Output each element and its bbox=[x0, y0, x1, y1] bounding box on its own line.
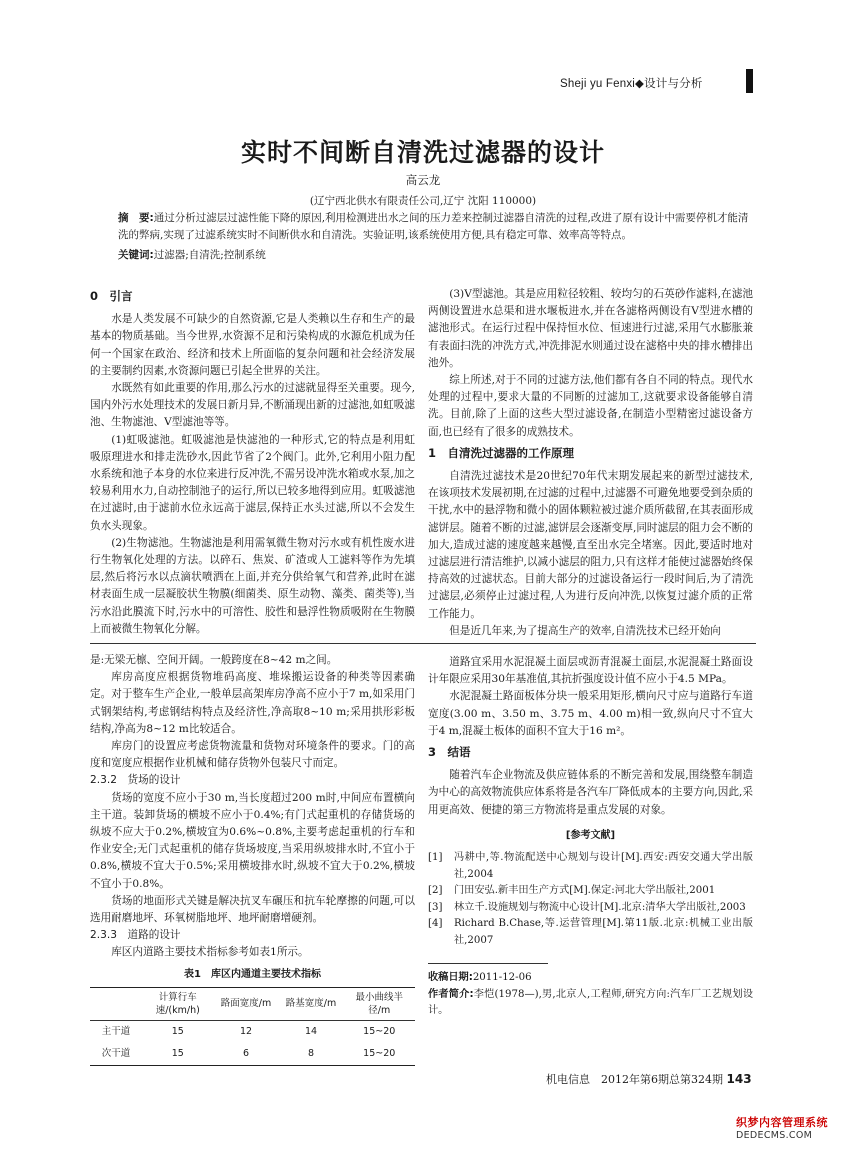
watermark-title: 织梦内容管理系统 bbox=[736, 1116, 828, 1129]
paragraph: (2)生物滤池。生物滤池是利用需氧微生物对污水或有机性废水进行生物氧化处理的方法。以碎石、焦炭、矿渣或人工滤料等作为先填层,然后将污水以点滴状喷洒在上面,并充分供给氧气和营养,此时在滤材表面生成一层凝胶状生物膜(细菌类、原生动物、藻类、菌类等),当污水沿此膜流下时,污水中的可溶性、胶性和悬浮性物质吸附在生物膜上而被微生物氧化分解。 bbox=[90, 536, 415, 635]
section-heading-conclusion: 3 结语 bbox=[428, 745, 471, 760]
section-heading-principle: 1 自清洗过滤器的工作原理 bbox=[428, 445, 575, 460]
reference-item bbox=[428, 883, 753, 900]
table-header-cell bbox=[90, 987, 142, 1020]
paragraph: 货场的地面形式关键是解决抗叉车碾压和抗车轮摩擦的问题,可以选用耐磨地坪、环氧树脂地坪、地坪耐磨增硬剂。 bbox=[90, 894, 415, 925]
received-value: 2011-12-06 bbox=[472, 972, 532, 984]
table-row bbox=[90, 1043, 415, 1066]
reference-number: [3] bbox=[428, 901, 443, 913]
diamond-icon: ◆ bbox=[635, 78, 645, 90]
paragraph: 货场的宽度不应小于30 m,当长度超过200 m时,中间应布置横向主干道。装卸货场的横坡不应小于0.4%;有门式起重机的存储货场的纵坡不应大于0.2%,横坡宜为0.6%~0.8%,主要考虑起重机的行车和作业安全;无门式起重机的储存货场坡度,当采用纵坡排水时,不宜小于0.8%,横坡不宜大于0.5%;采用横坡排水时,纵坡不宜大于0.2%,横坡不宜小于0.8%。 bbox=[90, 791, 415, 890]
footnote-divider bbox=[428, 963, 548, 964]
reference-text: 冯耕中,等.物流配送中心规划与设计[M].西安:西安交通大学出版社,2004 bbox=[454, 852, 753, 880]
subsection-heading-yard: 2.3.2 货场的设计 bbox=[90, 774, 181, 787]
table-cell: 14 bbox=[304, 1025, 318, 1037]
table-cell: 8 bbox=[279, 1043, 344, 1066]
table-header-cell: 最小曲线半径/m bbox=[344, 987, 416, 1020]
paragraph: 库房高度应根据货物堆码高度、堆垛搬运设备的种类等因素确定。对于整车生产企业,一般单层高架库房净高不应小于7 m,如采用门式钢架结构,考虑钢结构特点及经济性,净高取8~10 m;采用拱形彩板结构,净高为8~12 m比较适合。 bbox=[90, 671, 415, 735]
watermark-url: DEDECMS.COM bbox=[736, 1130, 813, 1141]
author-bio-text: 李恺(1978—),男,北京人,工程师,研究方向:汽车厂工艺规划设计。 bbox=[428, 988, 754, 1017]
article-divider bbox=[90, 643, 756, 644]
reference-item bbox=[428, 850, 753, 883]
running-header-pinyin: Sheji yu Fenxi bbox=[560, 78, 636, 90]
author-bio-label: 作者简介: bbox=[428, 988, 474, 1000]
reference-text: 林立千.设施规划与物流中心设计[M].北京:清华大学出版社,2003 bbox=[454, 901, 746, 913]
journal-info: 机电信息 2012年第6期总第324期 bbox=[546, 1073, 723, 1086]
table-header-row bbox=[90, 987, 415, 1020]
paragraph: 综上所述,对于不同的过滤方法,他们都有各自不同的特点。现代水处理的过程中,要求大量的不同断的过滤加工,这就要求设备能够自清洗。目前,除了上面的这些大型过滤设备,在制造小型精密过滤设备方面,也已经有了很多的成熟技术。 bbox=[428, 374, 753, 438]
page-number: 143 bbox=[726, 1072, 752, 1086]
section-heading-intro: 0 引言 bbox=[90, 289, 133, 303]
subsection-heading-road: 2.3.3 道路的设计 bbox=[90, 929, 181, 942]
table-header-cell: 路面宽度/m bbox=[214, 987, 279, 1020]
table-cell: 6 bbox=[214, 1043, 279, 1066]
table-cell: 15 bbox=[142, 1043, 214, 1066]
table-cell: 15~20 bbox=[363, 1025, 396, 1037]
paragraph: 自清洗过滤技术是20世纪70年代末期发展起来的新型过滤技术,在该项技术发展初期,在过滤的过程中,过滤器不可避免地要受到杂质的干扰,水中的悬浮物和微小的固体颗粒被过滤介质所截留,在其表面形成滤饼层。随着不断的过滤,滤饼层会逐渐变厚,同时滤层的阻力会不断的加大,造成过滤的速度越来越慢,直至出水完全堵塞。因此,要适时地对过滤层进行清洁维护,以减小滤层的阻力,只有这样才能使过滤器始终保持高效的过滤状态。目前大部分的过滤设备运行一段时间后,为了清洗过滤层,必须停止过滤过程,人为进行反向冲洗,以恢复过滤介质的正常工作能力。 bbox=[428, 470, 753, 620]
keywords bbox=[118, 247, 758, 262]
paragraph: 水既然有如此重要的作用,那么污水的过滤就显得至关重要。现今,国内外污水处理技术的发展日新月异,不断涌现出新的过滤池,如虹吸滤池、生物滤池、V型滤池等等。 bbox=[90, 382, 415, 429]
references-title: [参考文献] bbox=[565, 829, 616, 841]
paragraph: 但是近几年来,为了提高生产的效率,自清洗技术已经开始向 bbox=[449, 624, 721, 637]
keywords-label: 关键词: bbox=[118, 249, 154, 261]
watermark bbox=[736, 1114, 840, 1141]
table-header-cell: 计算行车速/(km/h) bbox=[142, 987, 214, 1020]
reference-number: [2] bbox=[428, 885, 443, 897]
road-spec-table bbox=[90, 987, 415, 1066]
table-caption: 表1 库区内通道主要技术指标 bbox=[184, 968, 321, 980]
reference-item bbox=[428, 916, 753, 949]
lower-right-column bbox=[428, 654, 753, 1020]
table-cell: 主干道 bbox=[101, 1025, 131, 1037]
paragraph: 库房门的设置应考虑货物流量和货物对环境条件的要求。门的高度和宽度应根据作业机械和储存货物外包装尺寸而定。 bbox=[90, 740, 415, 770]
upper-right-column bbox=[428, 286, 753, 640]
received-label: 收稿日期: bbox=[428, 972, 473, 984]
reference-text: 门田安弘.新丰田生产方式[M].保定:河北大学出版社,2001 bbox=[454, 885, 716, 897]
paragraph: 是:无梁无檩、空间开阔。一般跨度在8~42 m之间。 bbox=[90, 654, 338, 666]
paragraph: 随着汽车企业物流及供应链体系的不断完善和发展,围绕整车制造为中心的高效物流供应体系将是各汽车厂降低成本的主要方向,因此,采用更高效、便捷的第三方物流将是重点发展的对象。 bbox=[428, 769, 753, 816]
paragraph: 道路宜采用水泥混凝土面层或沥青混凝土面层,水泥混凝土路面设计年限应采用30年基准值,其抗折强度设计值不应小于4.5 MPa。 bbox=[428, 656, 753, 686]
page-footer bbox=[546, 1071, 752, 1087]
abstract-label: 摘 要: bbox=[118, 212, 154, 224]
reference-number: [4] bbox=[428, 918, 443, 930]
reference-text: Richard B.Chase,等.运营管理[M].第11版.北京:机械工业出版社,2007 bbox=[454, 918, 753, 946]
paragraph: 库区内道路主要技术指标参考如表1所示。 bbox=[111, 946, 309, 959]
paragraph: (1)虹吸滤池。虹吸滤池是快滤池的一种形式,它的特点是利用虹吸原理进水和排走洗砂水,因此节省了2个阀门。此外,它利用小阻力配水系统和池子本身的水位来进行反冲洗,不需另设冲洗水箱或水泵,加之较易利用水力,自动控制池子的运行,所以已较多地得到应用。虹吸滤池在过滤时,由于滤前水位永远高于滤层,保持正水头过滤,所以不会发生负水头现象。 bbox=[90, 433, 415, 532]
reference-item bbox=[428, 900, 753, 917]
reference-number: [1] bbox=[428, 852, 443, 864]
table-header-cell: 路基宽度/m bbox=[279, 987, 344, 1020]
running-header-section: 设计与分析 bbox=[644, 78, 703, 90]
upper-left-column bbox=[90, 284, 415, 638]
header-bar bbox=[746, 69, 753, 93]
abstract bbox=[118, 210, 758, 244]
article-title: 实时不间断自清洗过滤器的设计 bbox=[240, 138, 605, 167]
received-date bbox=[428, 970, 753, 987]
keywords-text: 过滤器;自清洗;控制系统 bbox=[153, 249, 266, 261]
author-bio bbox=[428, 987, 753, 1020]
paragraph: 水泥混凝土路面板体分块一般采用矩形,横向尺寸应与道路行车道宽度(3.00 m、3.50 m、3.75 m、4.00 m)相一致,纵向尺寸不宜大于4 m,混凝土板体的面积不宜大于16 m²。 bbox=[428, 690, 753, 737]
paragraph: (3)V型滤池。其是应用粒径较粗、较均匀的石英砂作滤料,在滤池两侧设置进水总渠和进水堰板进水,并在各滤格两侧设有V型进水槽的滤池形式。在运行过程中保持恒水位、恒速进行过滤,采用气水膨胀兼有表面扫洗的冲洗方式,冲洗排泥水则通过设在滤格中央的排水槽排出池外。 bbox=[428, 288, 753, 369]
abstract-text: 通过分析过滤层过滤性能下降的原因,利用检测进出水之间的压力差来控制过滤器自清洗的过程,改进了原有设计中需要停机才能清洗的弊病,实现了过滤系统实时不间断供水和自清洗。实验证明,该系统使用方便,具有稳定可靠、效率高等特点。 bbox=[118, 212, 749, 241]
table-row bbox=[90, 1020, 415, 1043]
table-cell: 12 bbox=[239, 1025, 253, 1037]
table-cell: 15~20 bbox=[344, 1043, 416, 1066]
author-affiliation: (辽宁西北供水有限责任公司,辽宁 沈阳 110000) bbox=[309, 195, 537, 207]
lower-left-column bbox=[90, 652, 415, 1066]
running-header bbox=[560, 75, 703, 91]
article-author: 高云龙 bbox=[405, 173, 441, 187]
table-cell: 次干道 bbox=[90, 1043, 142, 1066]
table-cell: 15 bbox=[171, 1025, 184, 1037]
paragraph: 水是人类发展不可缺少的自然资源,它是人类赖以生存和生产的最基本的物质基础。当今世界,水资源不足和污染构成的水源危机成为任何一个国家在政治、经济和技术上所面临的复杂问题和社会经济发展的主要制约因素,水资源问题已引起全世界的关注。 bbox=[90, 313, 415, 377]
